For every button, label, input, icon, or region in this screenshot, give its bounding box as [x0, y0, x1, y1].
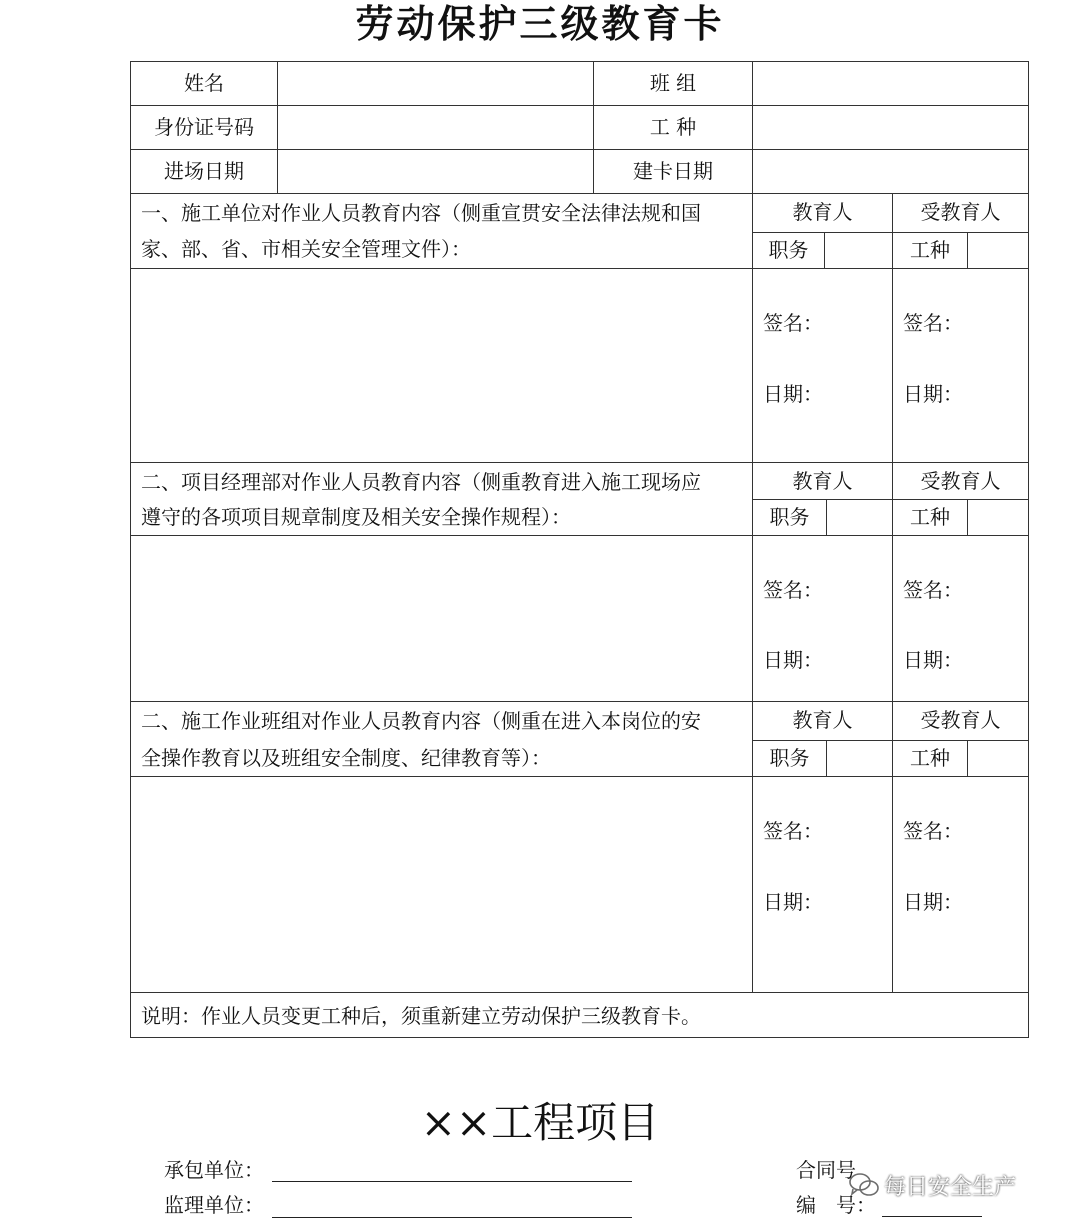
team-field[interactable]: [753, 62, 1028, 105]
card-title: 劳动保护三级教育卡: [355, 1, 725, 46]
educator-date-label: 日期：: [763, 382, 823, 406]
watermark-text: 每日安全生产: [884, 1175, 1017, 1200]
trade-field[interactable]: [968, 500, 1028, 535]
position-label: 职务: [769, 746, 810, 770]
contractor-line[interactable]: [272, 1181, 632, 1182]
educatee-sign-label: 签名：: [903, 578, 963, 602]
educator-label: 教育人: [792, 708, 853, 732]
educator-sign-label: 签名：: [763, 311, 823, 335]
trade-field[interactable]: [753, 106, 1028, 149]
educator-date-label: 日期：: [763, 648, 823, 672]
supervisor-label: 监理单位：: [164, 1193, 264, 1217]
team-label: 班 组: [649, 71, 697, 95]
educator-sign-label: 签名：: [763, 578, 823, 602]
position-field[interactable]: [827, 741, 892, 776]
trade-field[interactable]: [968, 741, 1028, 776]
position-label: 职务: [769, 505, 810, 529]
educatee-label: 受教育人: [920, 708, 1001, 732]
educator-sign-label: 签名：: [763, 819, 823, 843]
section-heading-line1: 二、施工作业班组对作业人员教育内容（侧重在进入本岗位的安: [141, 709, 701, 733]
section-heading-line2: 遵守的各项项目规章制度及相关安全操作规程）：: [141, 505, 571, 529]
trade-label: 工种: [910, 238, 950, 262]
card-date-field[interactable]: [753, 150, 1028, 193]
trade-label: 工种: [910, 746, 950, 770]
trade-field[interactable]: [968, 233, 1028, 268]
educatee-sign-label: 签名：: [903, 819, 963, 843]
serial-number-label: 编 号：: [796, 1193, 876, 1217]
position-label: 职务: [768, 238, 809, 262]
supervisor-line[interactable]: [272, 1217, 632, 1218]
educatee-date-label: 日期：: [903, 382, 963, 406]
educator-label: 教育人: [792, 200, 853, 224]
name-label: 姓名: [184, 71, 224, 95]
id-number-label: 身份证号码: [154, 115, 254, 139]
education-content-area[interactable]: [131, 269, 752, 462]
section-heading-line2: 家、部、省、市相关安全管理文件）：: [141, 237, 471, 261]
educatee-label: 受教育人: [920, 200, 1001, 224]
name-field[interactable]: [278, 62, 593, 105]
educatee-label: 受教育人: [920, 469, 1001, 493]
watermark: [848, 1164, 1058, 1204]
educatee-date-label: 日期：: [903, 890, 963, 914]
card-date-label: 建卡日期: [633, 159, 713, 183]
wechat-icon: [848, 1171, 880, 1199]
section-heading-line1: 一、施工单位对作业人员教育内容（侧重宣贯安全法律法规和国: [141, 201, 701, 225]
educatee-sign-label: 签名：: [903, 311, 963, 335]
educatee-date-label: 日期：: [903, 648, 963, 672]
contractor-label: 承包单位：: [164, 1158, 264, 1182]
project-title: ××工程项目: [420, 1098, 660, 1147]
educator-date-label: 日期：: [763, 890, 823, 914]
section-heading-line1: 二、项目经理部对作业人员教育内容（侧重教育进入施工现场应: [141, 470, 701, 494]
education-content-area[interactable]: [131, 777, 752, 992]
trade-label: 工 种: [649, 115, 697, 139]
educator-label: 教育人: [792, 469, 853, 493]
entry-date-field[interactable]: [278, 150, 593, 193]
position-field[interactable]: [827, 500, 892, 535]
note-text: 说明：作业人员变更工种后，须重新建立劳动保护三级教育卡。: [141, 1004, 701, 1028]
contract-number-label: 合同号: [796, 1158, 856, 1182]
section-heading-line2: 全操作教育以及班组安全制度、纪律教育等）：: [141, 746, 551, 770]
id-number-field[interactable]: [278, 106, 593, 149]
trade-label: 工种: [910, 505, 950, 529]
serial-number-line[interactable]: [882, 1216, 982, 1217]
position-field[interactable]: [825, 233, 892, 268]
education-content-area[interactable]: [131, 536, 752, 701]
entry-date-label: 进场日期: [164, 159, 244, 183]
